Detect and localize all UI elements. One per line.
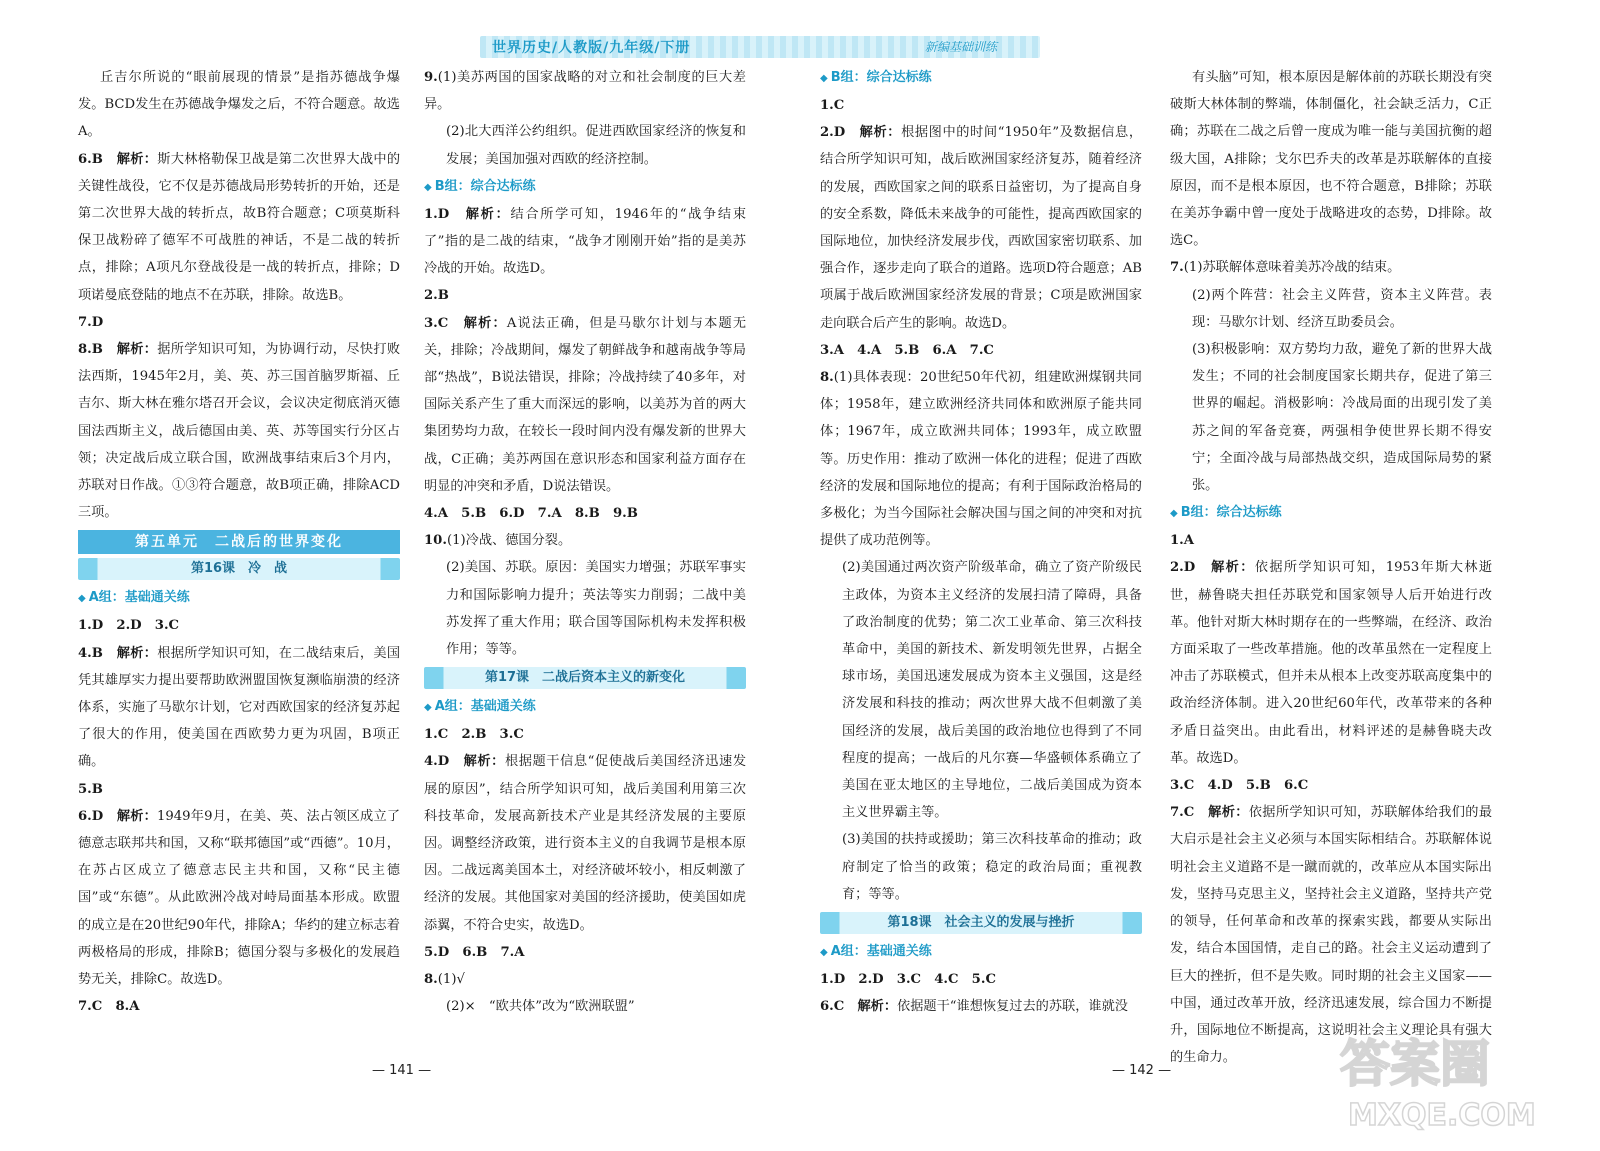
answer-item: 2.B	[424, 288, 449, 304]
answer-item: 7.(1)苏联解体意味着美苏冷战的结束。	[1170, 260, 1401, 276]
diamond-icon: ◆	[424, 181, 432, 193]
column-4	[1170, 64, 1492, 1071]
answer-item: 5.D 6.B 7.A	[424, 944, 525, 960]
answer-item: 3.C 解析：A说法正确，但是马歇尔计划与本题无关，排除；冷战期间，爆发了朝鲜战争和越南战争等局部“热战”，B说法错误，排除；冷战持续了40多年，对国际关系产生了重大而深远的影响，以美苏为首的两大集团势均力敌，在较长一段时间内没有爆发新的世界大战，C正确；美苏两国在意识形态和国家利益方面存在明显的冲突和矛盾，D说法错误。	[424, 315, 747, 494]
answer-sub: (2)北大西洋公约组织。促进西欧国家经济的恢复和发展；美国加强对西欧的经济控制。	[446, 124, 746, 167]
page-number-right: — 142 —	[1112, 1063, 1172, 1078]
answer-item: 8.(1)具体表现：20世纪50年代初，组建欧洲煤钢共同体；1958年，建立欧洲经济共同体和欧洲原子能共同体；1967年，成立欧洲共同体；1993年，成立欧盟等。历史作用：推动了欧洲一体化的进程；促进了西欧经济的发展和国际地位的提高；有利于国际政治格局的多极化；为当今国际社会解决国与国之间的冲突和对抗提供了成功范例等。	[820, 370, 1142, 549]
answer-item: 6.B 解析：斯大林格勒保卫战是第二次世界大战中的关键性战役，它不仅是苏德战局形势转折的开始，还是第二次世界大战的转折点，故B符合题意；C项莫斯科保卫战粉碎了德军不可战胜的神话，不是二战的转折点，排除；A项凡尔登战役是一战的转折点，排除；D项诺曼底登陆的地点不在苏联，排除。故选B。	[78, 151, 401, 303]
column-2	[424, 64, 746, 1021]
answer-sub: (2)美国、苏联。原因：美国实力增强；苏联军事实力和国际影响力提升；英法等实力削弱；二战中美苏发挥了重大作用；联合国等国际机构未发挥积极作用；等等。	[446, 560, 746, 658]
column-3	[820, 64, 1142, 1021]
diamond-icon: ◆	[1170, 508, 1178, 520]
answer-item: 9.(1)美苏两国的国家战略的对立和社会制度的巨大差异。	[424, 70, 746, 113]
answer-item: 8.B 解析：据所学知识可知，为协调行动，尽快打败法西斯，1945年2月，美、英、苏三国首脑罗斯福、丘吉尔、斯大林在雅尔塔召开会议，会议决定彻底消灭德国法西斯主义，战后德国由美、英、苏等国实行分区占领；决定战后成立联合国，欧洲战事结束后3个月内，苏联对日作战。①③符合题意，故B项正确，排除ACD三项。	[78, 342, 401, 521]
lesson-heading: 第17课 二战后资本主义的新变化	[424, 667, 746, 689]
answer-item: 4.A 5.B 6.D 7.A 8.B 9.B	[424, 506, 638, 522]
lesson-heading: 第16课 冷 战	[78, 558, 400, 580]
answer-text: 有头脑”可知，根本原因是解体前的苏联长期没有突破斯大林体制的弊端，体制僵化，社会缺乏活力，C正确；苏联在二战之后曾一度成为唯一能与美国抗衡的超级大国，A排除；戈尔巴乔夫的改革是苏联解体的直接原因，而不是根本原因，也不符合题意，B排除；苏联在美苏争霸中曾一度处于战略进攻的态势，D排除。故选C。	[1170, 70, 1492, 249]
answer-item: 6.C 解析：依据题干“谁想恢复过去的苏联，谁就没	[820, 999, 1128, 1015]
unit-heading: 第五单元 二战后的世界变化	[78, 530, 400, 554]
answer-item: 1.D 2.D 3.C	[78, 618, 180, 634]
answer-sub: (2)× “欧共体”改为“欧洲联盟”	[446, 999, 635, 1015]
answer-sub: (3)积极影响：双方势均力敌，避免了新的世界大战发生；不同的社会制度国家长期共存，促进了第三世界的崛起。消极影响：冷战局面的出现引发了美苏之间的军备竞赛，两强相争使世界长期不得安宁；全面冷战与局部热战交织，造成国际局势的紧张。	[1192, 342, 1492, 494]
answer-sub: (2)美国通过两次资产阶级革命，确立了资产阶级民主政体，为资本主义经济的发展扫清了障碍，具备了政治制度的优势；第二次工业革命、第三次科技革命中，美国的新技术、新发明领先世界，占据全球市场，美国迅速发展成为资本主义强国，这是经济发展和科技的推动；两次世界大战不但刺激了美国经济的发展，战后美国的政治地位也得到了不同程度的提高；一战后的凡尔赛—华盛顿体系确立了美国在亚太地区的主导地位，二战后美国成为资本主义世界霸主等。	[842, 560, 1142, 821]
page-number-left: — 141 —	[372, 1063, 432, 1078]
column-1	[78, 64, 400, 1021]
answer-item: 1.C	[820, 98, 845, 113]
answer-item: 1.D 解析：结合所学可知，1946年的“战争结束了”指的是二战的结束，“战争才刚刚开始”指的是美苏冷战的开始。故选D。	[424, 206, 747, 277]
watermark-line2: MXQE.COM	[1348, 1098, 1536, 1133]
answer-item: 3.C 4.D 5.B 6.C	[1170, 778, 1309, 794]
watermark-logo	[1330, 1017, 1560, 1137]
group-a-heading: ◆ A组：基础通关练	[78, 590, 190, 606]
running-header-brand: 新编基础训练	[925, 40, 998, 54]
diamond-icon: ◆	[820, 947, 828, 959]
group-b-heading: ◆ B组：综合达标练	[1170, 505, 1282, 521]
answer-item: 7.D	[78, 314, 104, 330]
answer-item: 1.D 2.D 3.C 4.C 5.C	[820, 972, 996, 988]
diamond-icon: ◆	[424, 702, 432, 714]
answer-item: 5.B	[78, 781, 103, 797]
answer-item: 10.(1)冷战、德国分裂。	[424, 533, 572, 549]
answer-item: 3.A 4.A 5.B 6.A 7.C	[820, 342, 994, 358]
answer-item: 1.A	[1170, 533, 1194, 549]
group-b-heading: ◆ B组：综合达标练	[424, 178, 536, 194]
answer-item: 1.C 2.B 3.C	[424, 727, 524, 743]
diamond-icon: ◆	[78, 593, 86, 605]
answer-item: 6.D 解析：1949年9月，在美、英、法占领区成立了德意志联邦共和国，又称“联邦德国”或“西德”。10月，在苏占区成立了德意志民主共和国，又称“民主德国”或“东德”。从此欧洲冷战对峙局面基本形成。欧盟的成立是在20世纪90年代，排除A；华约的建立标志着两极格局的形成，排除B；德国分裂与多极化的发展趋势无关，排除C。故选D。	[78, 808, 401, 988]
answer-item: 7.C 8.A	[78, 999, 140, 1015]
group-b-heading: ◆ B组：综合达标练	[820, 70, 932, 85]
lesson-heading: 第18课 社会主义的发展与挫折	[820, 912, 1142, 934]
running-header-title: 世界历史/人教版/九年级/下册	[492, 40, 691, 56]
watermark-line1: 答案圈	[1340, 1035, 1490, 1093]
answer-item: 2.D 解析：根据图中的时间“1950年”及数据信息，结合所学知识可知，战后欧洲国家经济复苏，随着经济的发展，西欧国家之间的联系日益密切，为了提高自身的安全系数，降低未来战争的可能性，提高西欧国家的国际地位，加快经济发展步伐，西欧国家密切联系、加强合作，逐步走向了联合的道路。选项D符合题意；AB项属于战后欧洲国家经济发展的背景；C项是欧洲国家走向联合后产生的影响。故选D。	[820, 125, 1143, 331]
answer-sub: (2)两个阵营：社会主义阵营，资本主义阵营。表现：马歇尔计划、经济互助委员会。	[1192, 287, 1492, 330]
answer-item: 8.(1)√	[424, 972, 465, 988]
group-a-heading: ◆ A组：基础通关练	[424, 699, 536, 715]
group-a-heading: ◆ A组：基础通关练	[820, 944, 932, 960]
answer-item: 2.D 解析：依据所学知识可知，1953年斯大林逝世，赫鲁晓夫担任苏联党和国家领导人后开始进行改革。他针对斯大林时期存在的一些弊端，在经济、政治方面采取了一些改革措施。他的改革虽然在一定程度上冲击了苏联模式，但并未从根本上改变苏联高度集中的政治经济体制。进入20世纪60年代，改革带来的各种矛盾日益突出。由此看出，材料评述的是赫鲁晓夫改革。故选D。	[1170, 560, 1493, 766]
answer-item: 7.C 解析：依据所学知识可知，苏联解体给我们的最大启示是社会主义必须与本国实际相结合。苏联解体说明社会主义道路不是一蹴而就的，改革应从本国实际出发，坚持马克思主义，坚持社会主义道路，坚持共产党的领导，任何革命和改革的探索实践，都要从实际出发，结合本国国情，走自己的路。社会主义运动遭到了巨大的挫折，但不是失败。同时期的社会主义国家——中国，通过改革开放，经济迅速发展，综合国力不断提升，国际地位不断提高，这说明社会主义理论具有强大的生命力。	[1170, 805, 1493, 1066]
answer-item: 4.B 解析：根据所学知识可知，在二战结束后，美国凭其雄厚实力提出要帮助欧洲盟国恢复濒临崩溃的经济体系，实施了马歇尔计划，它对西欧国家的经济复苏起了很大的作用，使美国在西欧势力更为巩固，B项正确。	[78, 645, 401, 770]
answer-sub: (3)美国的扶持或援助；第三次科技革命的推动；政府制定了恰当的政策；稳定的政治局面；重视教育；等等。	[842, 832, 1142, 902]
answer-text: 丘吉尔所说的“眼前展现的情景”是指苏德战争爆发。BCD发生在苏德战争爆发之后，不符合题意。故选A。	[78, 70, 400, 140]
answer-item: 4.D 解析：根据题干信息“促使战后美国经济迅速发展的原因”，结合所学知识可知，战后美国利用第三次科技革命，发展高新技术产业是其经济发展的主要原因。调整经济政策，进行资本主义的自我调节是根本原因。二战远离美国本土，对经济破坏较小，相反刺激了经济的发展。其他国家对美国的经济援助，使美国如虎添翼，不符合史实，故选D。	[424, 754, 747, 933]
diamond-icon: ◆	[820, 73, 828, 84]
